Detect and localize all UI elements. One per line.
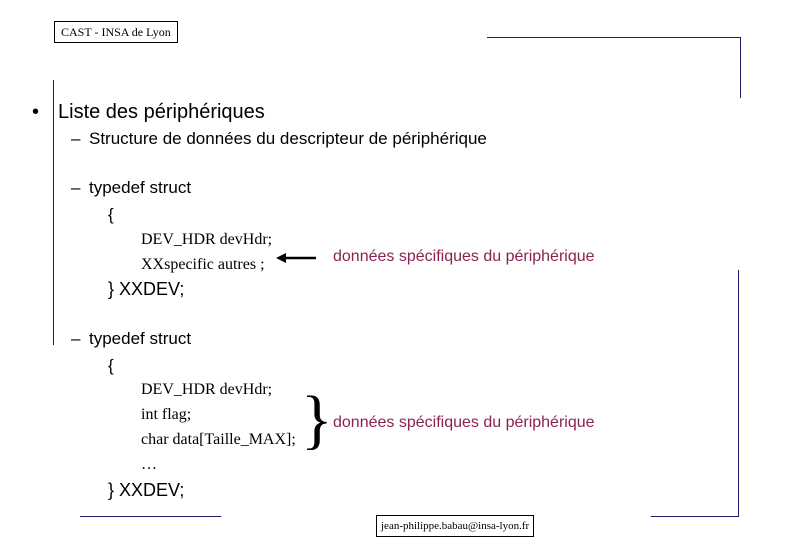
main-bullet bbox=[32, 101, 39, 124]
struct2-annotation: données spécifiques du périphérique bbox=[333, 414, 595, 431]
sub-bullet-typedef-2: typedef struct bbox=[89, 329, 192, 348]
frame-line-right-lower bbox=[738, 270, 739, 516]
sub-bullet-marker: – bbox=[71, 329, 81, 348]
sub-bullet-marker: – bbox=[71, 178, 81, 197]
footer-email-text: jean-philippe.babau@insa-lyon.fr bbox=[381, 520, 530, 532]
struct2-line: DEV_HDR devHdr; bbox=[141, 381, 273, 398]
struct2-line: char data[Taille_MAX]; bbox=[141, 431, 296, 448]
main-bullet-text: Liste des périphériques bbox=[58, 101, 265, 123]
struct1-line: XXspecific autres ; bbox=[141, 256, 265, 273]
struct2-close: } XXDEV; bbox=[108, 480, 185, 500]
sub-bullet-marker: – bbox=[71, 129, 81, 148]
main-bullet-marker: • bbox=[32, 101, 40, 123]
struct2-line: int flag; bbox=[141, 406, 192, 423]
frame-line-right-upper bbox=[740, 37, 741, 98]
sub-bullet-typedef-1: typedef struct bbox=[89, 178, 192, 197]
sub-bullet-structure: Structure de données du descripteur de périphérique bbox=[89, 129, 487, 148]
frame-line-left bbox=[53, 80, 54, 345]
frame-line-bottom-right bbox=[651, 516, 739, 517]
struct1-close: } XXDEV; bbox=[108, 279, 185, 299]
arrow-left-icon bbox=[276, 252, 318, 264]
struct1-line: DEV_HDR devHdr; bbox=[141, 231, 273, 248]
struct1-open-brace: { bbox=[108, 205, 114, 224]
header-tag-text: CAST - INSA de Lyon bbox=[61, 25, 171, 39]
header-tag bbox=[54, 21, 178, 43]
struct1-annotation: données spécifiques du périphérique bbox=[333, 248, 595, 265]
frame-line-top-right bbox=[487, 37, 741, 38]
struct2-open-brace: { bbox=[108, 356, 114, 375]
footer-email bbox=[376, 515, 534, 537]
struct2-line: … bbox=[141, 456, 157, 473]
frame-line-bottom-left bbox=[80, 516, 221, 517]
struct2-brace: } bbox=[301, 383, 333, 456]
